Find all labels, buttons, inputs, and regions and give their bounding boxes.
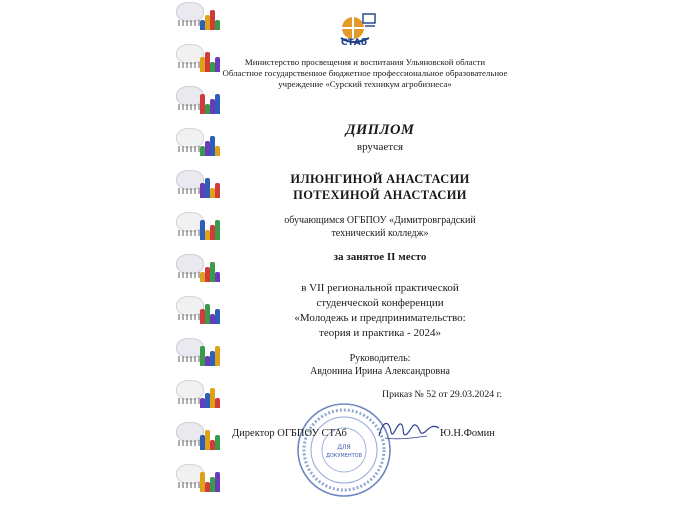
- institution-line-2: учреждение «Сурский техникум агробизнеса»: [278, 79, 452, 89]
- border-ornament-dots: [178, 20, 202, 26]
- ministry-line: Министерство просвещения и воспитания Ульяновской области: [244, 57, 486, 67]
- border-ornament-dots: [178, 398, 202, 404]
- border-ornament-dots: [178, 356, 202, 362]
- people-figures-icon: [200, 426, 222, 454]
- director-label: Директор ОГБПОУ СТАб: [232, 428, 347, 439]
- border-ornament-dots: [178, 272, 202, 278]
- people-figures-icon: [200, 342, 222, 370]
- border-ornament-dots: [178, 188, 202, 194]
- conference-line-4: теория и практика - 2024»: [319, 327, 441, 339]
- border-ornament-dots: [178, 314, 202, 320]
- person-figure: [215, 20, 220, 30]
- people-figures-icon: [200, 90, 222, 118]
- recipient-2: ПОТЕХИНОЙ АНАСТАСИИ: [293, 188, 467, 202]
- logo-text: СТАб: [341, 38, 367, 48]
- border-ornament-tile: [170, 462, 230, 506]
- conference-line-1: в VII региональной практической: [301, 282, 459, 294]
- person-figure: [215, 94, 220, 114]
- order-number: Приказ № 52 от 29.03.2024 г.: [382, 389, 502, 400]
- border-ornament-tile: [170, 420, 230, 464]
- border-ornament-dots: [178, 440, 202, 446]
- diploma-title: ДИПЛОМ: [345, 122, 415, 138]
- people-figures-icon: [200, 300, 222, 328]
- person-figure: [215, 398, 220, 408]
- person-figure: [215, 472, 220, 492]
- institution-line-1: Областное государственное бюджетное профессиональное образовательное: [222, 68, 508, 78]
- border-ornament-dots: [178, 146, 202, 152]
- people-figures-icon: [200, 132, 222, 160]
- students-line-2: технический колледж»: [331, 228, 429, 239]
- director-signature: [377, 414, 441, 444]
- people-figures-icon: [200, 258, 222, 286]
- people-figures-icon: [200, 468, 222, 496]
- person-figure: [215, 435, 220, 450]
- people-figures-icon: [200, 174, 222, 202]
- stamp-center-line-1: ДЛЯ: [337, 444, 351, 451]
- director-name: Ю.Н.Фомин: [440, 428, 495, 439]
- supervisor-name: Авдонина Ирина Александровна: [310, 366, 450, 377]
- people-figures-icon: [200, 384, 222, 412]
- people-figures-icon: [200, 216, 222, 244]
- place-text: за занятое II место: [333, 251, 427, 263]
- supervisor-label: Руководитель:: [349, 353, 411, 364]
- people-figures-icon: [200, 6, 222, 34]
- border-ornament-dots: [178, 482, 202, 488]
- conference-line-2: студенческой конференции: [316, 297, 444, 309]
- students-line-1: обучающимся ОГБПОУ «Димитровградский: [284, 215, 476, 226]
- stamp-center-line-2: ДОКУМЕНТОВ: [325, 453, 363, 459]
- diploma-subtitle: вручается: [356, 141, 404, 153]
- border-ornament-dots: [178, 230, 202, 236]
- border-ornament-tile: [170, 0, 230, 44]
- conference-line-3: «Молодежь и предпринимательство:: [294, 312, 466, 324]
- recipient-1: ИЛЮНГИНОЙ АНАСТАСИИ: [290, 172, 470, 186]
- border-ornament-dots: [178, 104, 202, 110]
- border-ornament-tile: [170, 378, 230, 422]
